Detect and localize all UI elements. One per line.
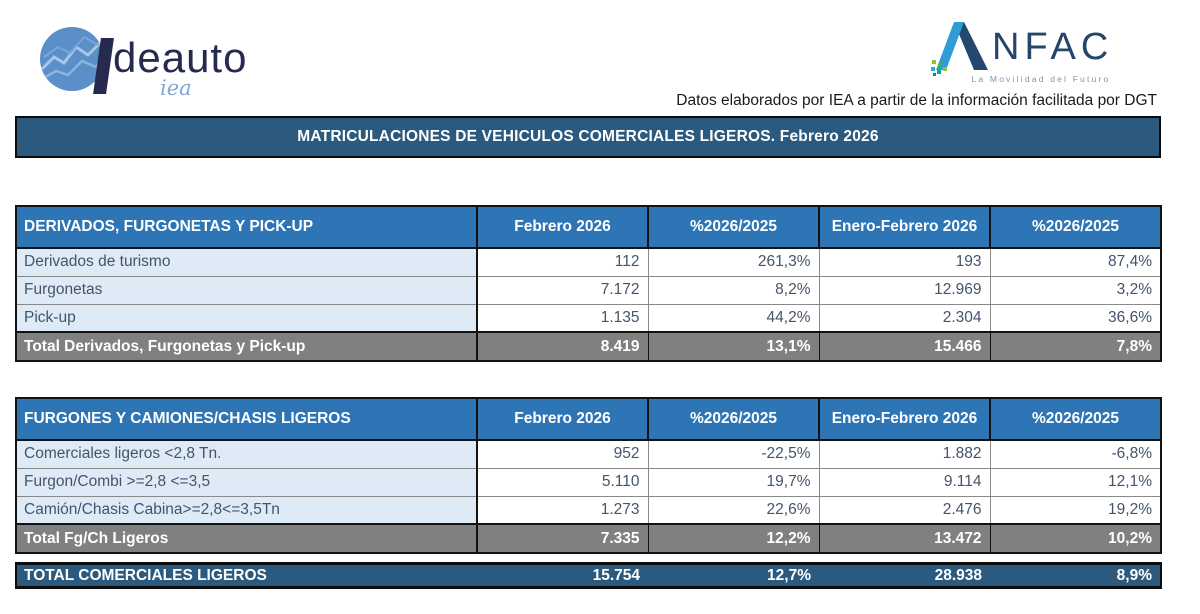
grand-total-row (16, 564, 1161, 588)
col-header-febrero: Febrero 2026 (477, 206, 648, 248)
table-row (16, 248, 1161, 276)
cell-value: 2.476 (819, 496, 990, 524)
cell-value: 261,3% (648, 248, 819, 276)
total-value: 7,8% (990, 332, 1161, 361)
anfac-a-icon (930, 20, 994, 81)
total-value: 13.472 (819, 524, 990, 553)
cell-value: 2.304 (819, 304, 990, 332)
total-value: 8.419 (477, 332, 648, 361)
anfac-tagline: La Movilidad del Futuro (971, 74, 1111, 84)
ideauto-wordmark: deauto (113, 34, 248, 81)
row-label: Camión/Chasis Cabina>=2,8<=3,5Tn (16, 496, 477, 524)
table-total-row (16, 524, 1161, 553)
total-value: 10,2% (990, 524, 1161, 553)
cell-value: 3,2% (990, 276, 1161, 304)
row-label: Comerciales ligeros <2,8 Tn. (16, 440, 477, 468)
table-header-row (16, 206, 1161, 248)
total-value: 7.335 (477, 524, 648, 553)
col-header-pct-1: %2026/2025 (648, 398, 819, 440)
cell-value: 1.273 (477, 496, 648, 524)
row-label: Furgon/Combi >=2,8 <=3,5 (16, 468, 477, 496)
anfac-logo (920, 16, 1130, 92)
total-value: 13,1% (648, 332, 819, 361)
cell-value: 87,4% (990, 248, 1161, 276)
total-label: Total Fg/Ch Ligeros (16, 524, 477, 553)
cell-value: 22,6% (648, 496, 819, 524)
table-header-row (16, 398, 1161, 440)
cell-value: 1.882 (819, 440, 990, 468)
total-value: 15.466 (819, 332, 990, 361)
row-label: Furgonetas (16, 276, 477, 304)
table1-title-cell: DERIVADOS, FURGONETAS Y PICK-UP (16, 206, 477, 248)
cell-value: 9.114 (819, 468, 990, 496)
cell-value: 12,1% (990, 468, 1161, 496)
grand-total-value: 8,9% (990, 564, 1161, 588)
table-row (16, 440, 1161, 468)
table2-title-cell: FURGONES Y CAMIONES/CHASIS LIGEROS (16, 398, 477, 440)
cell-value: 44,2% (648, 304, 819, 332)
cell-value: 952 (477, 440, 648, 468)
cell-value: 1.135 (477, 304, 648, 332)
grand-total-value: 28.938 (819, 564, 990, 588)
table-row (16, 496, 1161, 524)
col-header-enero-febrero: Enero-Febrero 2026 (819, 398, 990, 440)
col-header-pct-2: %2026/2025 (990, 206, 1161, 248)
ideauto-logo (35, 20, 255, 100)
page-title (15, 116, 1161, 158)
col-header-pct-2: %2026/2025 (990, 398, 1161, 440)
col-header-febrero: Febrero 2026 (477, 398, 648, 440)
row-label: Pick-up (16, 304, 477, 332)
table-furgones-camiones-chasis (15, 397, 1162, 554)
page-title-text: MATRICULACIONES DE VEHICULOS COMERCIALES LIGEROS. Febrero 2026 (297, 128, 879, 145)
row-label: Derivados de turismo (16, 248, 477, 276)
table-total-row (16, 332, 1161, 361)
cell-value: -22,5% (648, 440, 819, 468)
col-header-pct-1: %2026/2025 (648, 206, 819, 248)
cell-value: 19,2% (990, 496, 1161, 524)
grand-total-value: 12,7% (648, 564, 819, 588)
grand-total-value: 15.754 (477, 564, 648, 588)
cell-value: 5.110 (477, 468, 648, 496)
grand-total-label: TOTAL COMERCIALES LIGEROS (16, 564, 477, 588)
cell-value: 36,6% (990, 304, 1161, 332)
cell-value: 8,2% (648, 276, 819, 304)
ideauto-iea-script: iea (160, 76, 192, 100)
cell-value: 112 (477, 248, 648, 276)
cell-value: 193 (819, 248, 990, 276)
table-row (16, 276, 1161, 304)
cell-value: 7.172 (477, 276, 648, 304)
col-header-enero-febrero: Enero-Febrero 2026 (819, 206, 990, 248)
cell-value: 12.969 (819, 276, 990, 304)
table-derivados-furgonetas-pickup (15, 205, 1162, 362)
cell-value: -6,8% (990, 440, 1161, 468)
total-value: 12,2% (648, 524, 819, 553)
grand-total-bar (15, 562, 1162, 589)
cell-value: 19,7% (648, 468, 819, 496)
anfac-wordmark: NFAC (992, 26, 1114, 68)
source-note: Datos elaborados por IEA a partir de la información facilitada por DGT (676, 92, 1157, 109)
table-row (16, 304, 1161, 332)
table-row (16, 468, 1161, 496)
total-label: Total Derivados, Furgonetas y Pick-up (16, 332, 477, 361)
